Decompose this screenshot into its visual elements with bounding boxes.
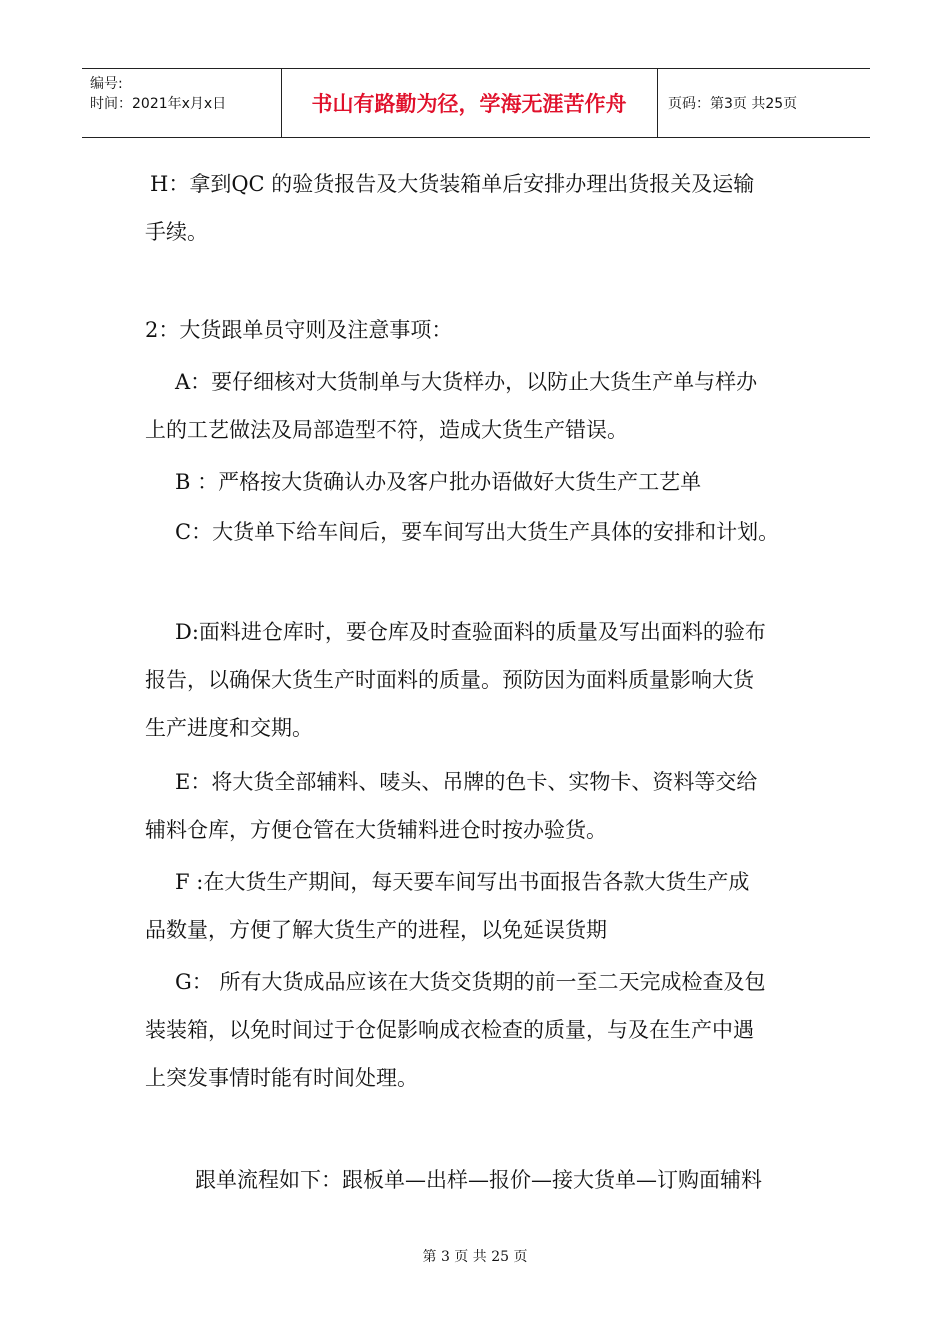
paragraph-line: 辅料仓库，方便仓管在大货辅料进仓时按办验货。	[145, 818, 607, 842]
paragraph-line: 报告，以确保大货生产时面料的质量。预防因为面料质量影响大货	[145, 668, 754, 692]
paragraph-line: D:面料进仓库时，要仓库及时查验面料的质量及写出面料的验布	[175, 620, 766, 644]
footer-page-number: 第 3 页 共 25 页	[422, 1249, 528, 1265]
header-page-cell	[658, 69, 870, 137]
paragraph-b	[145, 458, 825, 506]
paragraph-d	[145, 608, 825, 752]
paragraph-line: 手续。	[145, 220, 208, 244]
paragraph-line: 上的工艺做法及局部造型不符，造成大货生产错误。	[145, 418, 628, 442]
paragraph-line: H：拿到QC 的验货报告及大货装箱单后安排办理出货报关及运输	[150, 172, 755, 196]
header-info-cell	[82, 69, 282, 137]
section-title-text: 2：大货跟单员守则及注意事项：	[145, 318, 453, 342]
paragraph-h	[145, 160, 825, 256]
motto-text: 书山有路勤为径，学海无涯苦作舟	[311, 92, 627, 116]
page-code: 页码：第3页 共25页	[668, 96, 798, 112]
paragraph-line: E：将大货全部辅料、唛头、吊牌的色卡、实物卡、资料等交给	[175, 770, 758, 794]
doc-number-label: 编号:	[90, 76, 123, 92]
header-table	[82, 68, 870, 138]
paragraph-line: B ：严格按大货确认办及客户批办语做好大货生产工艺单	[175, 470, 702, 494]
doc-time-label: 时间：2021年x月x日	[90, 96, 227, 112]
paragraph-e	[145, 758, 825, 854]
paragraph-line: 上突发事情时能有时间处理。	[145, 1066, 418, 1090]
section-2-title	[145, 306, 825, 354]
paragraph-flow	[145, 1156, 825, 1204]
paragraph-c	[145, 508, 825, 556]
paragraph-g	[145, 958, 825, 1102]
page-footer	[0, 1246, 950, 1266]
paragraph-line: C：大货单下给车间后，要车间写出大货生产具体的安排和计划。	[175, 520, 780, 544]
paragraph-line: G： 所有大货成品应该在大货交货期的前一至二天完成检查及包	[175, 970, 766, 994]
paragraph-line: 生产进度和交期。	[145, 716, 313, 740]
paragraph-line: A：要仔细核对大货制单与大货样办，以防止大货生产单与样办	[175, 370, 758, 394]
header-motto-cell	[281, 69, 658, 137]
paragraph-f	[145, 858, 825, 954]
paragraph-line: 跟单流程如下：跟板单—出样—报价—接大货单—订购面辅料	[195, 1168, 762, 1192]
paragraph-line: 装装箱，以免时间过于仓促影响成衣检查的质量，与及在生产中遇	[145, 1018, 754, 1042]
paragraph-line: F :在大货生产期间，每天要车间写出书面报告各款大货生产成	[175, 870, 750, 894]
paragraph-a	[145, 358, 825, 454]
paragraph-line: 品数量，方便了解大货生产的进程，以免延误货期	[145, 918, 607, 942]
